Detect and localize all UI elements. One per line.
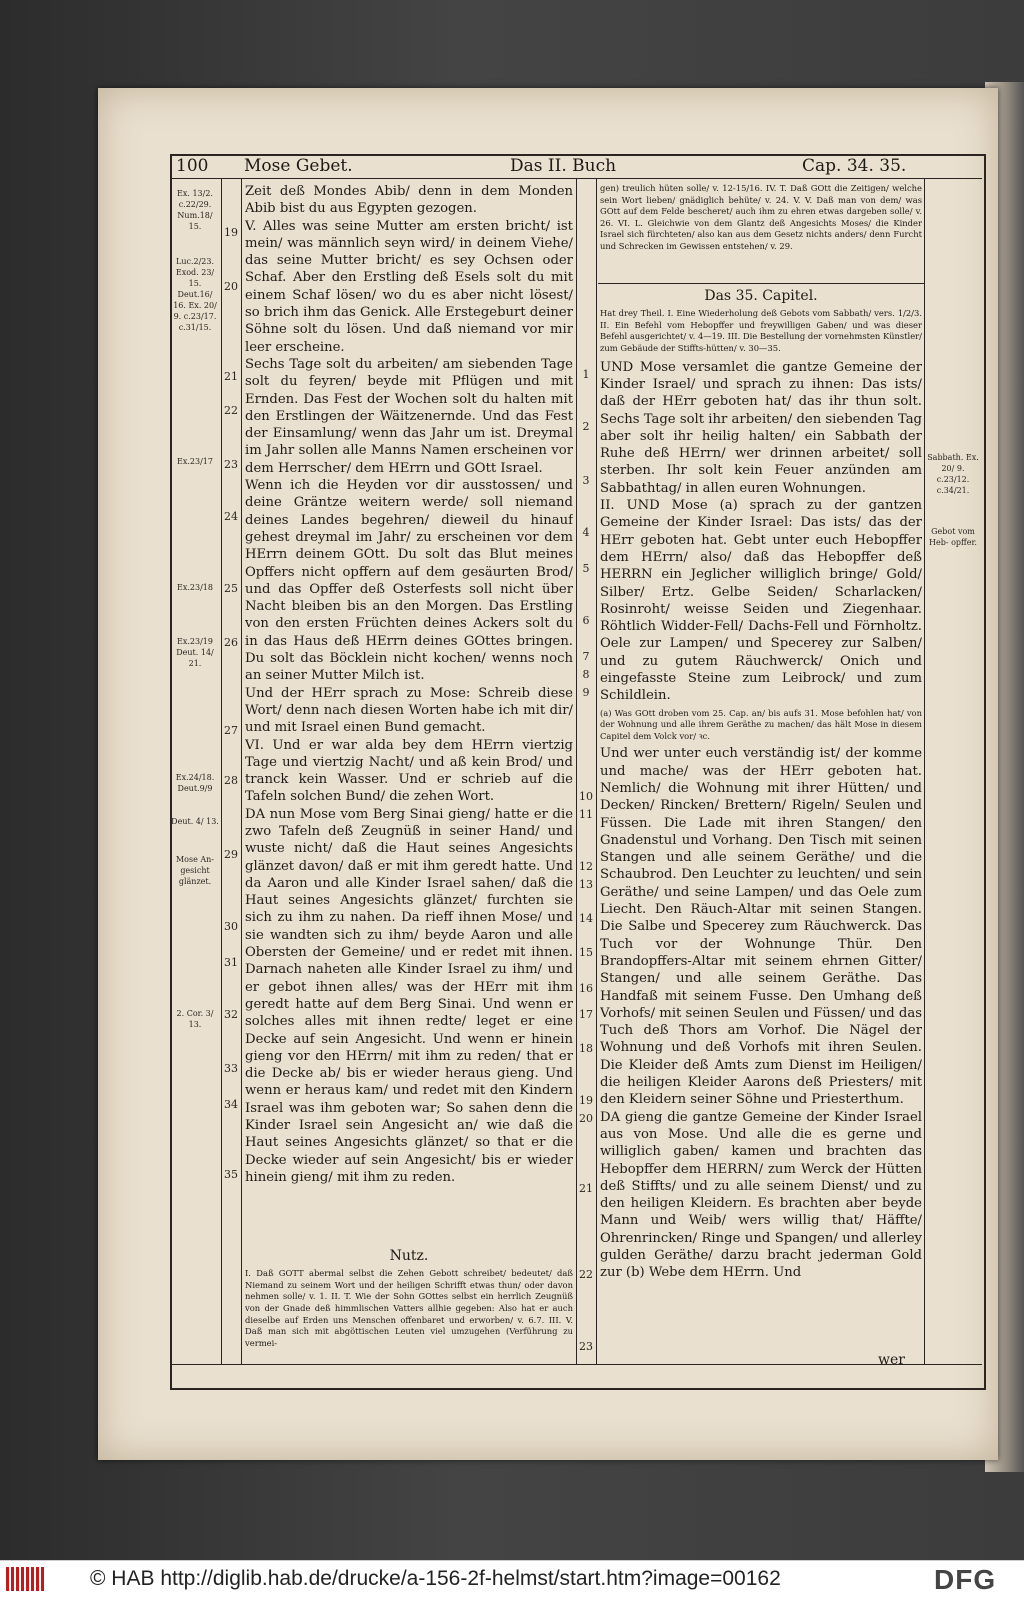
nutz-text: I. Daß GOTT abermal selbst die Zehen Gebott schreibet/ bedeutet/ daß Niemand zu seinem Wort und der heiligen Schrifft etwas thun/ oder davon nehmen solle/ v. 1. II. T. Wie der Sohn GOttes selbst ein herrlich Zeugnüß von der Gnade deß himmlischen Vatters allhie gegeben: Also hat er auch dieselbe auf Erden uns Menschen offenbaret und erworben/ v. 6.7. III. V. Daß man sich mit abgöttischen Leuten viel umzugehen (Verführung zu vermei- <box>245 1268 573 1348</box>
chapter-35-column <box>600 286 922 1360</box>
verse-number: 14 <box>579 912 593 925</box>
verse-number: 24 <box>224 510 238 523</box>
nutz-block <box>245 1246 573 1360</box>
verse-number: 33 <box>224 1062 238 1075</box>
verse-number: 5 <box>582 562 590 575</box>
verse-number: 7 <box>582 650 590 663</box>
verse-number: 18 <box>579 1042 593 1055</box>
paragraph: Und der HErr sprach zu Mose: Schreib diese Wort/ denn nach diesen Worten habe ich mit dir/ und mit Israel einen Bund gemacht. <box>245 685 573 736</box>
dfg-logo: DFG <box>934 1564 997 1595</box>
left-running-title: Mose Gebet. <box>244 156 353 176</box>
verse-number: 29 <box>224 848 238 861</box>
verse-number: 2 <box>582 420 590 433</box>
margin-note: Ex. 13/2. c.22/29. Num.18/ 15. <box>177 189 213 231</box>
verse-number: 21 <box>579 1182 593 1195</box>
verse-number: 4 <box>582 526 590 539</box>
center-rule-b <box>596 178 597 1364</box>
verse-number: 20 <box>224 280 238 293</box>
verse-number: 1 <box>582 368 590 381</box>
left-verse-rule <box>241 178 242 1364</box>
margin-note: Deut. 4/ 13. <box>171 817 219 826</box>
source-link[interactable]: © HAB http://diglib.hab.de/drucke/a-156-2f-helmst/start.htm?image=00162 <box>90 1567 781 1590</box>
verse-number: 10 <box>579 790 593 803</box>
hab-logo-icon <box>6 1567 46 1591</box>
verse-number: 20 <box>579 1112 593 1125</box>
verse-number: 17 <box>579 1008 593 1021</box>
margin-note: Ex.23/17 <box>177 457 213 466</box>
verse-number: 19 <box>224 226 238 239</box>
paragraph: Sechs Tage solt du arbeiten/ am siebenden Tage solt du feyren/ beyde mit Pflügen und mit Ernden. Das Fest der Wochen solt du halten mit den Erstlingen der Wäitzenernde. Und das Fest der Einsamlung/ wenn das Jahr um ist. Dreymal im Jahr sollen alle Manns Namen erscheinen vor dem Herrscher/ dem HErrn und GOtt Israel. <box>245 356 573 476</box>
paragraph: Wenn ich die Heyden vor dir ausstossen/ und deine Gräntze weitern werde/ soll niemand deines Landes begehren/ dieweil du hinauf gehest dreymal im Jahr/ zu erscheinen vor dem HErrn deinem GOtt. Du solt das Blut meines Opffers nicht opffern auf dem gesäurten Brod/ und das Opffer deß Osterfests soll nicht über Nacht bleiben bis an den Morgen. Das Erstling von den ersten Früchten deines Ackers solt du in das Haus deß HErrn deines GOttes bringen. Du solt das Böcklein nicht kochen/ wenns noch an seiner Mutter Milch ist. <box>245 478 573 684</box>
viewer-footer <box>0 1560 1024 1597</box>
verse-number: 13 <box>579 878 593 891</box>
margin-note: 2. Cor. 3/ 13. <box>176 1009 214 1029</box>
continuation-text: gen) treulich hüten solle/ v. 12-15/16. IV. T. Daß GOtt die Zeitigen/ welche sein Wort lieben/ gnädiglich behüte/ v. 24. V. V. Daß man von dem/ was GOtt auf dem Felde bescheret/ auch ihm zu ehren etwas dargeben solle/ v. 26. VI. L. Gleichwie von dem Glantz deß Angesichts Moses/ die Kinder Israel sich fürchteten/ also kan aus dem Gesetz nichts anders/ denn Furcht und Schrecken im Gewissen entstehen/ v. 29. <box>600 183 922 251</box>
verse-number: 11 <box>579 808 593 821</box>
paragraph: V. Alles was seine Mutter am ersten bricht/ ist mein/ was männlich seyn wird/ in deinem Viehe/ das seine Mutter bricht/ es sey Ochsen oder Schaf. Aber den Erstling deß Esels solt du mit einem Schaf lösen/ wo du es aber nicht lösest/ so brich ihm das Genick. Alle Erstegeburt deiner Söhne solt du lösen. Und daß niemand vor mir leer erscheine. <box>245 218 573 355</box>
verse-number: 22 <box>224 404 238 417</box>
center-running-title: Das II. Buch <box>510 156 617 176</box>
chapter-range: Cap. 34. 35. <box>802 156 907 176</box>
paragraph: VI. Und er war alda bey dem HErrn viertzig Tage und viertzig Nacht/ und aß kein Brod/ und tranck kein Wasser. Und er schrieb auf die Tafeln solchen Bund/ die zehen Wort. <box>245 737 573 805</box>
verse-number: 22 <box>579 1268 593 1281</box>
verse-number: 27 <box>224 724 238 737</box>
verse-number: 21 <box>224 370 238 383</box>
margin-note: Ex.23/18 <box>177 583 213 592</box>
footnote: (a) Was GOtt droben vom 25. Cap. an/ bis aufs 31. Mose befohlen hat/ von der Wohnung und alle ihrem Geräthe zu machen/ das hält Mose in diesem Capitel dem Volck vor/ ꝛc. <box>600 707 922 741</box>
verse-number: 6 <box>582 614 590 627</box>
verse-number: 30 <box>224 920 238 933</box>
paragraph: II. UND Mose (a) sprach zu der gantzen Gemeine der Kinder Israel: Das ists/ das der HErr geboten hat. Gebt unter euch Hebopffer dem HErrn/ also/ daß das Hebopffer deß HERRN ein Jeglicher williglich bringe/ Gold/ Silber/ Ertz. Gelbe Seiden/ Scharlacken/ Rosinroht/ weisse Seiden und Ziegenhaar. Röhtlich Widder-Fell/ Dachs-Fell und Förnholtz. Oele zur Lampen/ und Specerey zur Salben/ und zu gutem Räuchwerck/ Onich und eingefasste Steine zum Leibrock/ und zum Schildlein. <box>600 498 922 704</box>
left-margin-rule <box>221 178 222 1364</box>
verse-number: 15 <box>579 946 593 959</box>
verse-number: 8 <box>582 668 590 681</box>
verse-number: 28 <box>224 774 238 787</box>
verse-number: 23 <box>224 458 238 471</box>
verse-number: 32 <box>224 1008 238 1021</box>
right-margin-rule <box>924 178 925 1364</box>
verse-number: 26 <box>224 636 238 649</box>
margin-note: Luc.2/23. Exod. 23/ 15. Deut.16/ 16. Ex. 20/ 9. c.23/17. c.31/15. <box>173 257 217 332</box>
chapter-heading: Das 35. Capitel. <box>704 288 818 304</box>
bottom-rule <box>170 1364 982 1365</box>
page-number: 100 <box>176 156 209 176</box>
margin-note: Ex.23/19 Deut. 14/ 21. <box>176 637 214 668</box>
verse-number: 16 <box>579 982 593 995</box>
right-continuation <box>600 183 922 279</box>
chapter-divider <box>598 283 924 284</box>
verse-number: 34 <box>224 1098 238 1111</box>
margin-note: Mose An- gesicht glänzet. <box>175 855 215 886</box>
verse-number: 9 <box>582 686 590 699</box>
verse-number: 31 <box>224 956 238 969</box>
margin-note: Gebot vom Heb- opffer. <box>929 527 977 547</box>
verse-number: 12 <box>579 860 593 873</box>
margin-note: Sabbath. Ex. 20/ 9. c.23/12. c.34/21. <box>927 453 979 495</box>
verse-number: 25 <box>224 582 238 595</box>
verse-number: 3 <box>582 474 590 487</box>
nutz-heading: Nutz. <box>389 1248 429 1264</box>
verse-number: 19 <box>579 1094 593 1107</box>
paragraph: Und wer unter euch verständig ist/ der komme und mache/ was der HErr geboten hat. Nemlich/ die Wohnung mit ihrer Hütten/ und Decken/ Rincken/ Brettern/ Rigeln/ Seulen und Füssen. Die Lade mit ihren Stangen/ den Gnadenstul und Vorhang. Den Tisch mit seinen Stangen und alle seinem Geräthe/ und die Schaubrod. Den Leuchter zu leuchten/ und sein Geräthe/ und seine Lampen/ und das Oele zum Liecht. Den Räuch-Altar mit seinen Stangen. Die Salbe und Specerey zum Räuchwerck. Das Tuch vor der Wohnunge Thür. Den Brandopffers-Altar mit seinem ehrnen Gitter/ Stangen/ und alle seinem Geräthe. Das Handfaß mit seinem Fusse. Den Umhang deß Vorhofs/ mit seinen Seulen und Füssen/ und das Tuch deß Thors am Vorhof. Die Nägel der Wohnung und deß Vorhofs mit ihren Seulen. Die Kleider deß Amts zum Dienst im Heiligen/ die heiligen Kleider Aarons deß Priesters/ mit den Kleidern seiner Söhne und Priesterthum. <box>600 746 922 1108</box>
verse-number: 35 <box>224 1168 238 1181</box>
paragraph: DA nun Mose vom Berg Sinai gieng/ hatte er die zwo Tafeln deß Zeugnüß in seiner Hand/ und wuste nicht/ daß die Haut seines Angesichts glänzet davon/ daß er mit ihm geredt hatte. Und da Aaron und alle Kinder Israel sahen/ daß die Haut seines Angesichts glänzet/ furchten sie sich zu ihm zu nahen. Da rieff ihnen Mose/ und sie wandten sich zu ihm/ beyde Aaron und alle Obersten der Gemeine/ und er redet mit ihnen. Darnach naheten alle Kinder Israel zu ihm/ und er gebot ihnen alles/ was der HErr mit ihm geredt hatte auf dem Berg Sinai. Und wenn er solches alles mit ihnen redte/ leget er eine Decke auf sein Angesicht. Und wenn er hinein gieng vor den HErrn/ mit ihm zu reden/ that er die Decke ab/ bis er wieder heraus gieng. Und wenn er heraus kam/ und redet mit den Kindern Israel was ihm geboten war; So sahen denn die Kinder Israel sein Angesicht an/ wie daß die Haut seines Angesichts glänzet/ so that er die Decke wieder auf sein Angesicht/ bis er wieder hinein gieng/ mit ihm zu reden. <box>245 806 573 1185</box>
chapter-summary: Hat drey Theil. I. Eine Wiederholung deß Gebots vom Sabbath/ vers. 1/2/3. II. Ein Befehl vom Hebopffer und freywilligen Gaben/ und was dieser Befehl ausgerichtet/ v. 4—19. III. Die Bestellung der vornehmsten Künstler/ zum Gebäude der Stiffts-hütten/ v. 30—35. <box>600 308 922 354</box>
paragraph: UND Mose versamlet die gantze Gemeine der Kinder Israel/ und sprach zu ihnen: Das ists/ daß der HErr geboten hat/ das ihr thun solt. Sechs Tage solt ihr arbeiten/ den siebenden Tag aber solt ihr heilig halten/ ein Sabbath der Ruhe deß HErrn/ wer drinnen arbeitet/ soll sterben. Ihr solt kein Feuer anzünden am Sabbathtag/ in allen euren Wohnungen. <box>600 359 922 496</box>
left-text-column <box>245 183 573 1241</box>
verse-number: 23 <box>579 1340 593 1353</box>
margin-note: Ex.24/18. Deut.9/9 <box>175 773 215 793</box>
paragraph: DA gieng die gantze Gemeine der Kinder Israel aus von Mose. Und alle die es gerne und williglich gaben/ kamen und brachten das Hebopffer dem HERRN/ zum Werck der Hütten deß Stiffts/ und zu alle seinem Dienst/ und zu den heiligen Kleidern. Es brachten aber beyde Mann und Weib/ wers willig that/ Häffte/ Ohrenrincken/ Ringe und Spangen/ und allerley gulden Geräthe/ darzu bracht jederman Gold zur (b) Webe dem HErrn. Und <box>600 1109 922 1281</box>
catchword: wer <box>878 1352 905 1368</box>
paragraph: Zeit deß Mondes Abib/ denn in dem Monden Abib bist du aus Egypten gezogen. <box>245 184 573 217</box>
